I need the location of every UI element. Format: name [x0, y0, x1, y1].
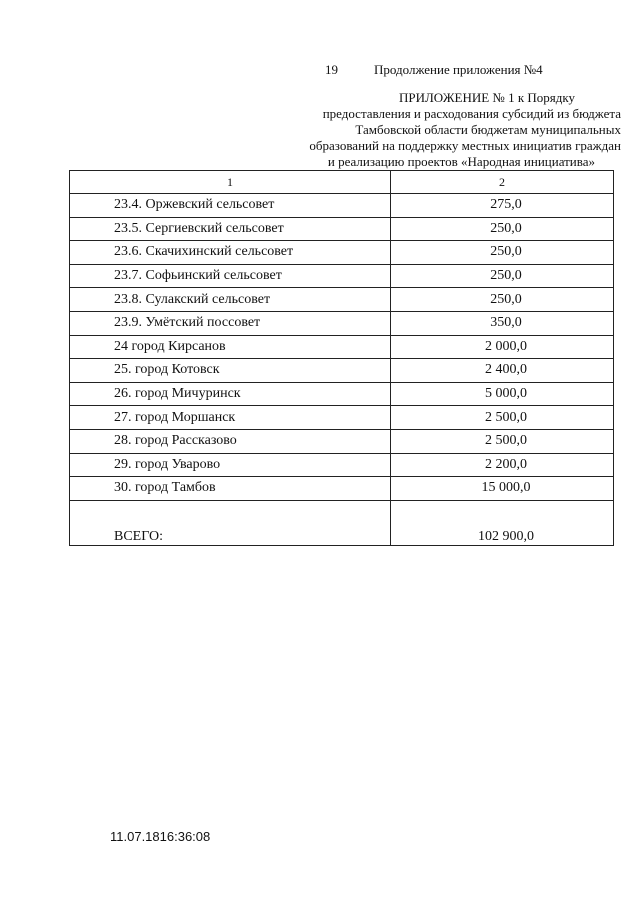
page-number: 19 — [325, 62, 338, 77]
recipient-name: 23.4. Оржевский сельсовет — [70, 194, 391, 218]
table-row — [70, 453, 614, 477]
subsidy-amount: 250,0 — [391, 217, 614, 241]
appendix-line: ПРИЛОЖЕНИЕ № 1 к Порядку — [398, 90, 575, 105]
recipient-name: 29. город Уварово — [70, 453, 391, 477]
table-row — [70, 194, 614, 218]
subsidy-amount: 2 500,0 — [391, 406, 614, 430]
column-header: 1 — [70, 171, 391, 194]
subsidy-amount: 5 000,0 — [391, 382, 614, 406]
appendix-line: Тамбовской области бюджетам муниципальных — [355, 122, 621, 137]
subsidy-amount: 275,0 — [391, 194, 614, 218]
continuation-label: Продолжение приложения №4 — [374, 62, 543, 77]
subsidy-amount: 15 000,0 — [391, 477, 614, 501]
subsidy-amount: 250,0 — [391, 288, 614, 312]
table-row — [70, 406, 614, 430]
subsidy-table — [69, 170, 614, 546]
table-row — [70, 217, 614, 241]
subsidy-amount: 250,0 — [391, 264, 614, 288]
recipient-name: 25. город Котовск — [70, 359, 391, 383]
table-row — [70, 477, 614, 501]
recipient-name: 23.9. Умётский поссовет — [70, 311, 391, 335]
table-row — [70, 429, 614, 453]
appendix-heading — [281, 90, 621, 170]
print-timestamp: 11.07.1816:36:08 — [110, 829, 211, 844]
table-row — [70, 311, 614, 335]
table-row — [70, 264, 614, 288]
appendix-line: предоставления и расходования субсидий из бюджета — [322, 106, 621, 121]
recipient-name: 23.7. Софьинский сельсовет — [70, 264, 391, 288]
recipient-name: 30. город Тамбов — [70, 477, 391, 501]
recipient-name: 26. город Мичуринск — [70, 382, 391, 406]
column-header: 2 — [391, 171, 614, 194]
table-row — [70, 382, 614, 406]
subsidy-amount: 2 200,0 — [391, 453, 614, 477]
appendix-line: и реализацию проектов «Народная инициатива» — [327, 154, 595, 169]
table-row — [70, 288, 614, 312]
recipient-name: 23.6. Скачихинский сельсовет — [70, 241, 391, 265]
table-row — [70, 241, 614, 265]
recipient-name: 28. город Рассказово — [70, 429, 391, 453]
subsidy-amount: 350,0 — [391, 311, 614, 335]
total-amount: 102 900,0 — [391, 500, 614, 545]
subsidy-amount: 2 000,0 — [391, 335, 614, 359]
table-header-row — [70, 171, 614, 194]
subsidy-amount: 2 400,0 — [391, 359, 614, 383]
recipient-name: 27. город Моршанск — [70, 406, 391, 430]
subsidy-amount: 250,0 — [391, 241, 614, 265]
total-label: ВСЕГО: — [70, 500, 391, 545]
recipient-name: 23.8. Сулакский сельсовет — [70, 288, 391, 312]
appendix-line: образований на поддержку местных инициатив граждан — [309, 138, 621, 153]
recipient-name: 23.5. Сергиевский сельсовет — [70, 217, 391, 241]
table-row — [70, 359, 614, 383]
subsidy-amount: 2 500,0 — [391, 429, 614, 453]
recipient-name: 24 город Кирсанов — [70, 335, 391, 359]
total-row — [70, 500, 614, 545]
table-row — [70, 335, 614, 359]
